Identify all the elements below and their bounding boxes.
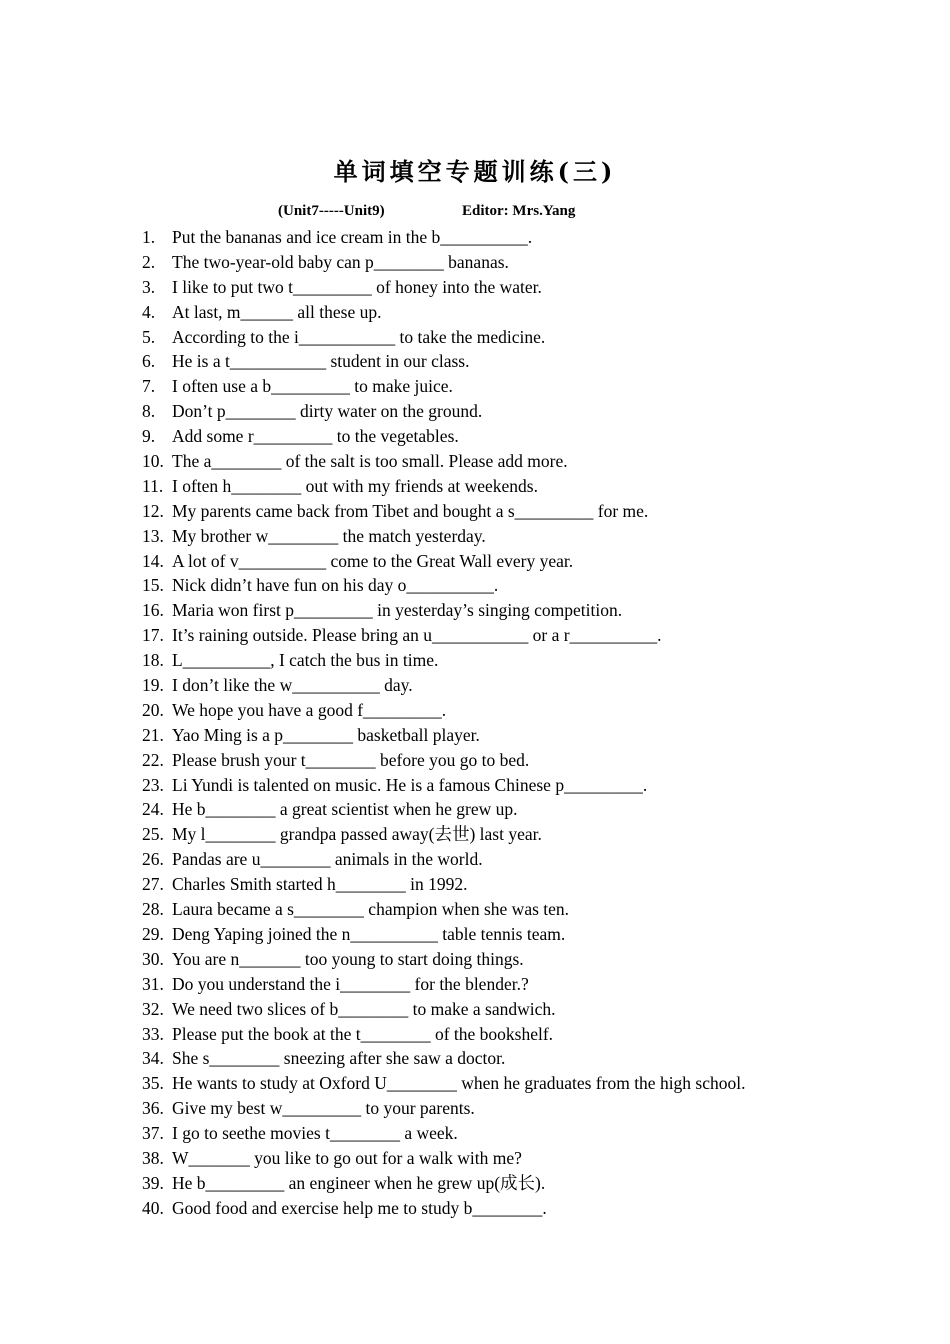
unit-range: (Unit7-----Unit9) [278, 203, 385, 219]
page-title: 单词填空专题训练(三) [333, 157, 617, 186]
question-text: Maria won first p_________ in yesterday’s singing competition. [172, 600, 623, 621]
question-number: 20. [142, 699, 164, 720]
question-number: 17. [142, 625, 164, 646]
question-text: Pandas are u________ animals in the world. [172, 849, 483, 870]
question-number: 28. [142, 899, 164, 920]
question-item [142, 1046, 746, 1071]
question-number: 29. [142, 923, 164, 944]
question-item [142, 997, 746, 1022]
question-number: 21. [142, 724, 164, 745]
question-text: L__________, I catch the bus in time. [172, 650, 439, 671]
question-number: 18. [142, 650, 164, 671]
question-number: 14. [142, 550, 164, 571]
question-number: 3. [142, 276, 156, 297]
question-item [142, 349, 746, 374]
question-number: 31. [142, 973, 164, 994]
question-number: 2. [142, 251, 156, 272]
question-item [142, 449, 746, 474]
question-item [142, 499, 746, 524]
question-item [142, 325, 746, 350]
question-text: Add some r_________ to the vegetables. [172, 426, 459, 447]
question-text: He b________ a great scientist when he grew up. [172, 799, 518, 820]
question-item [142, 623, 746, 648]
question-text: He wants to study at Oxford U________ when he graduates from the high school. [172, 1073, 746, 1094]
question-text: We hope you have a good f_________. [172, 699, 447, 720]
question-text: Put the bananas and ice cream in the b__________. [172, 227, 533, 247]
question-number: 22. [142, 749, 164, 770]
question-item [142, 1121, 746, 1146]
question-item [142, 773, 746, 798]
question-text: My parents came back from Tibet and bought a s_________ for me. [172, 500, 649, 521]
question-text: The a________ of the salt is too small. Please add more. [172, 451, 568, 472]
question-text: He is a t___________ student in our class. [172, 351, 470, 372]
question-text: I like to put two t_________ of honey into the water. [172, 276, 542, 297]
question-text: Charles Smith started h________ in 1992. [172, 874, 468, 895]
question-number: 15. [142, 575, 164, 596]
question-item [142, 723, 746, 748]
question-list [142, 225, 746, 1221]
question-item [142, 374, 746, 399]
question-number: 24. [142, 799, 164, 820]
question-text: We need two slices of b________ to make a sandwich. [172, 998, 556, 1019]
question-text: Li Yundi is talented on music. He is a famous Chinese p_________. [172, 774, 648, 795]
question-item [142, 399, 746, 424]
question-text: At last, m______ all these up. [172, 301, 382, 322]
question-number: 34. [142, 1048, 164, 1069]
question-item [142, 474, 746, 499]
question-item [142, 947, 746, 972]
question-text: Deng Yaping joined the n__________ table tennis team. [172, 923, 566, 944]
question-item [142, 524, 746, 549]
question-item [142, 797, 746, 822]
question-item [142, 698, 746, 723]
question-text: He b_________ an engineer when he grew up(成长). [172, 1172, 546, 1193]
question-item [142, 1171, 746, 1196]
question-item [142, 897, 746, 922]
question-text: W_______ you like to go out for a walk with me? [172, 1147, 522, 1168]
question-text: It’s raining outside. Please bring an u___________ or a r__________. [172, 625, 662, 646]
question-text: According to the i___________ to take the medicine. [172, 326, 546, 347]
question-text: She s________ sneezing after she saw a doctor. [172, 1048, 506, 1069]
question-number: 13. [142, 525, 164, 546]
question-number: 12. [142, 500, 164, 521]
question-number: 8. [142, 401, 156, 422]
question-number: 32. [142, 998, 164, 1019]
question-number: 25. [142, 824, 164, 845]
question-item [142, 300, 746, 325]
question-text: I go to seethe movies t________ a week. [172, 1123, 458, 1144]
question-text: Good food and exercise help me to study b________. [172, 1197, 547, 1218]
question-text: I often use a b_________ to make juice. [172, 376, 453, 397]
question-text: The two-year-old baby can p________ bananas. [172, 251, 509, 272]
question-number: 19. [142, 675, 164, 696]
question-item [142, 847, 746, 872]
question-text: Don’t p________ dirty water on the ground. [172, 401, 483, 422]
question-number: 9. [142, 426, 156, 447]
question-text: Do you understand the i________ for the blender.? [172, 973, 529, 994]
subtitle [0, 200, 950, 222]
question-item [142, 275, 746, 300]
question-number: 27. [142, 874, 164, 895]
question-item [142, 1196, 746, 1221]
question-text: My l________ grandpa passed away(去世) last year. [172, 824, 542, 845]
question-number: 6. [142, 351, 156, 372]
question-number: 38. [142, 1147, 164, 1168]
question-item [142, 673, 746, 698]
question-item [142, 822, 746, 847]
question-number: 11. [142, 475, 164, 496]
question-item [142, 1071, 746, 1096]
question-item [142, 922, 746, 947]
question-item [142, 872, 746, 897]
question-text: Please brush your t________ before you go to bed. [172, 749, 530, 770]
question-text: Please put the book at the t________ of the bookshelf. [172, 1023, 554, 1044]
question-number: 39. [142, 1172, 164, 1193]
question-item [142, 573, 746, 598]
question-number: 23. [142, 774, 164, 795]
question-number: 30. [142, 948, 164, 969]
question-number: 7. [142, 376, 156, 397]
question-item [142, 549, 746, 574]
question-item [142, 225, 746, 250]
question-text: Give my best w_________ to your parents. [172, 1098, 475, 1119]
question-item [142, 748, 746, 773]
question-number: 37. [142, 1123, 164, 1144]
question-item [142, 250, 746, 275]
question-text: I don’t like the w__________ day. [172, 675, 413, 696]
question-item [142, 972, 746, 997]
question-number: 33. [142, 1023, 164, 1044]
question-number: 10. [142, 451, 164, 472]
question-number: 36. [142, 1098, 164, 1119]
question-item [142, 598, 746, 623]
question-text: You are n_______ too young to start doing things. [172, 948, 524, 969]
editor-credit: Editor: Mrs.Yang [462, 203, 576, 219]
question-text: Nick didn’t have fun on his day o__________. [172, 575, 499, 596]
question-text: My brother w________ the match yesterday. [172, 525, 486, 546]
question-text: I often h________ out with my friends at weekends. [172, 475, 538, 496]
question-number: 16. [142, 600, 164, 621]
question-text: A lot of v__________ come to the Great Wall every year. [172, 550, 574, 571]
question-item [142, 648, 746, 673]
question-item [142, 1146, 746, 1171]
question-text: Yao Ming is a p________ basketball player. [172, 724, 480, 745]
question-number: 1. [142, 227, 156, 247]
question-number: 40. [142, 1197, 164, 1218]
question-item [142, 1096, 746, 1121]
question-number: 4. [142, 301, 156, 322]
question-number: 35. [142, 1073, 164, 1094]
question-number: 5. [142, 326, 156, 347]
question-text: Laura became a s________ champion when she was ten. [172, 899, 570, 920]
question-item [142, 1022, 746, 1047]
question-number: 26. [142, 849, 164, 870]
question-item [142, 424, 746, 449]
